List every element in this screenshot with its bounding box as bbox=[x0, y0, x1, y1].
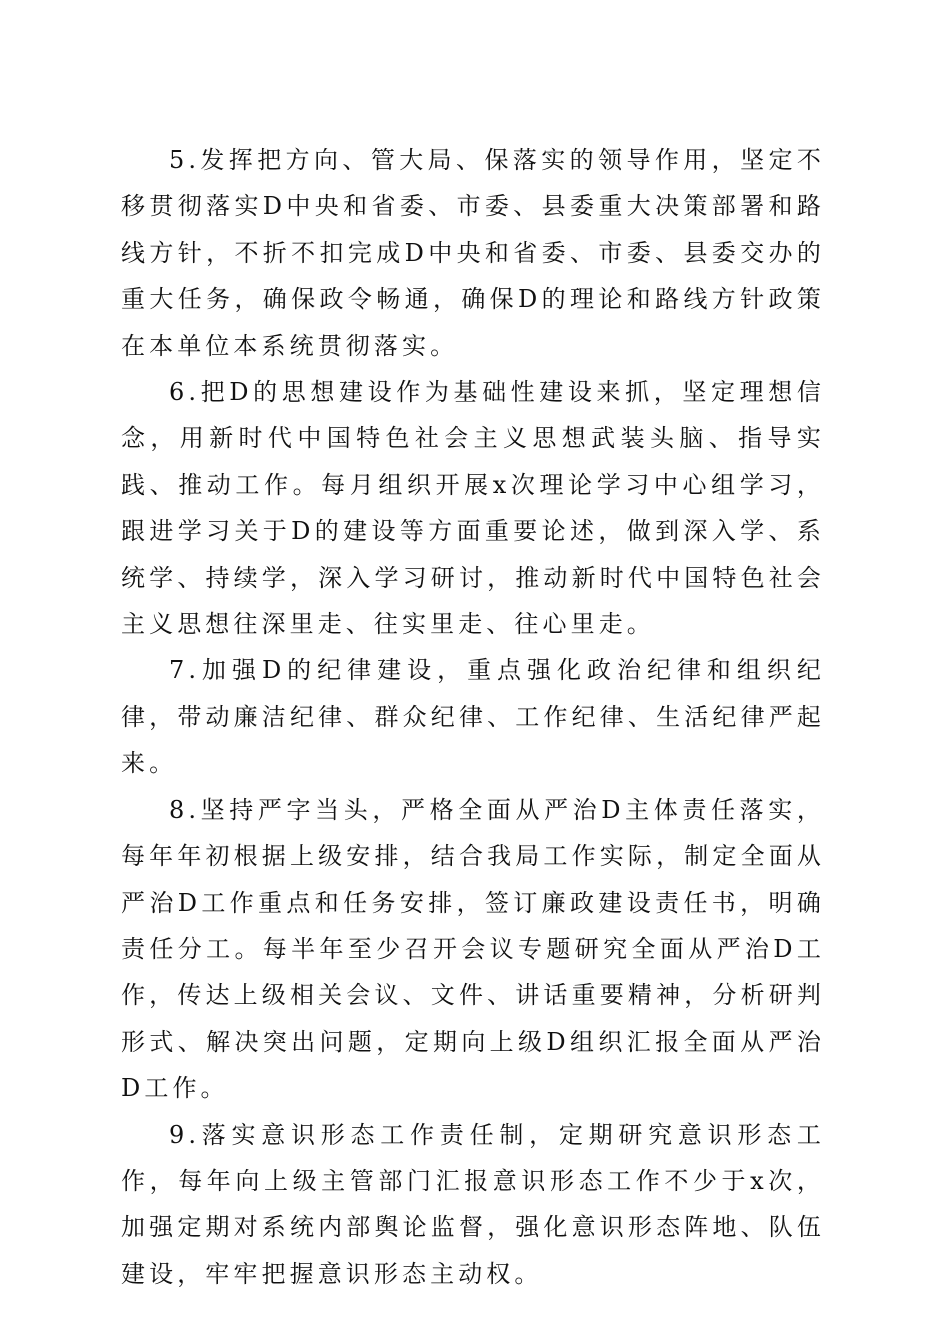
paragraph-item-8: 8.坚持严字当头，严格全面从严治D主体责任落实，每年年初根据上级安排，结合我局工作实际，制定全面从严治D工作重点和任务安排，签订廉政建设责任书，明确责任分工。每半年至少召开会议专题研究全面从严治D工作，传达上级相关会议、文件、讲话重要精神，分析研判形式、解决突出问题，定期向上级D组织汇报全面从严治D工作。 bbox=[121, 795, 825, 1103]
paragraph-item-6: 6.把D的思想建设作为基础性建设来抓，坚定理想信念，用新时代中国特色社会主义思想武装头脑、指导实践、推动工作。每月组织开展x次理论学习中心组学习，跟进学习关于D的建设等方面重要论述，做到深入学、系统学、持续学，深入学习研讨，推动新时代中国特色社会主义思想往深里走、往实里走、往心里走。 bbox=[121, 378, 825, 639]
paragraph-item-7: 7.加强D的纪律建设，重点强化政治纪律和组织纪律，带动廉洁纪律、群众纪律、工作纪律、生活纪律严起来。 bbox=[121, 656, 825, 778]
document-body bbox=[121, 137, 825, 1297]
paragraph-item-9: 9.落实意识形态工作责任制，定期研究意识形态工作，每年向上级主管部门汇报意识形态工作不少于x次，加强定期对系统内部舆论监督，强化意识形态阵地、队伍建设，牢牢把握意识形态主动权。 bbox=[121, 1120, 825, 1288]
paragraph-item-5: 5.发挥把方向、管大局、保落实的领导作用，坚定不移贯彻落实D中央和省委、市委、县委重大决策部署和路线方针，不折不扣完成D中央和省委、市委、县委交办的重大任务，确保政令畅通，确保D的理论和路线方针政策在本单位本系统贯彻落实。 bbox=[121, 146, 825, 360]
